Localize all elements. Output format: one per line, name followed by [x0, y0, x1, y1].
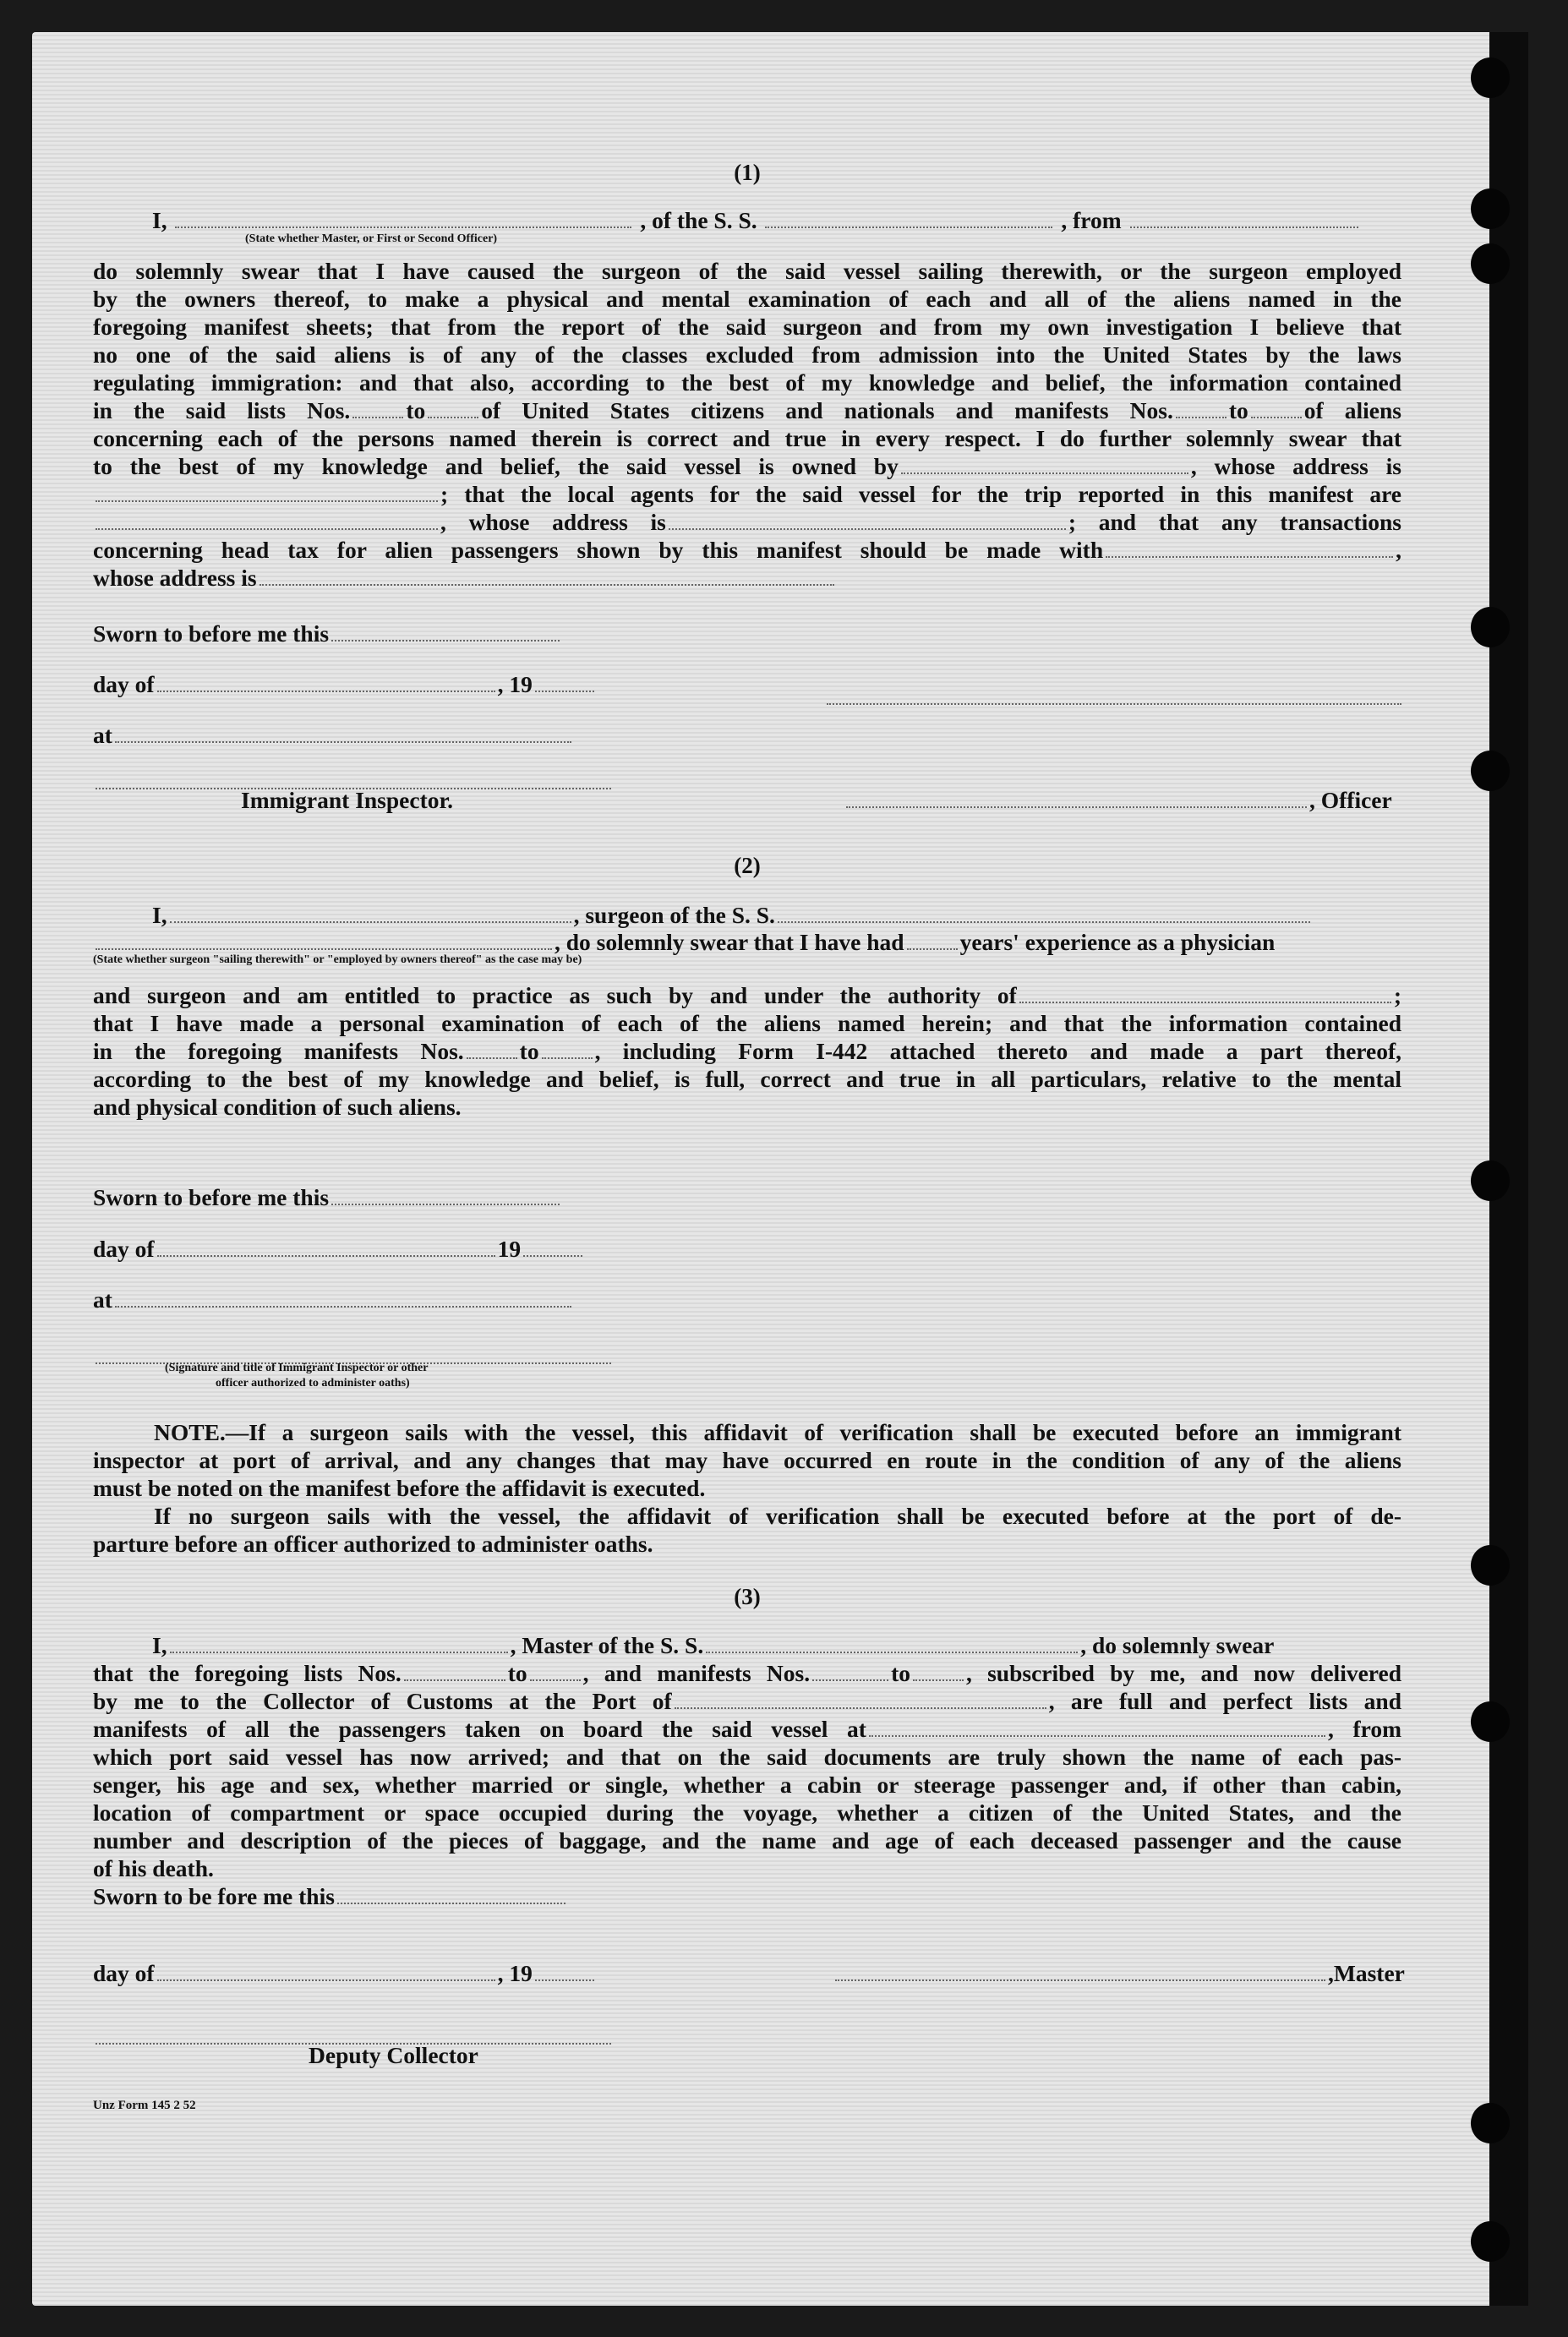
- lists-line: in the said lists Nos. to of United States citizens and nationals and manifests Nos. to of aliens: [93, 397, 1401, 423]
- section-3-number: (3): [734, 1584, 761, 1609]
- from-port-field[interactable]: [1130, 226, 1358, 228]
- day-line-1: day of , 19: [93, 670, 597, 698]
- manifest-from-field-2[interactable]: [467, 1057, 517, 1059]
- section-3-intro: I, , Master of the S. S. , do solemnly swear: [152, 1632, 1275, 1658]
- manifest-from-field-3[interactable]: [812, 1679, 888, 1681]
- officer-name-field[interactable]: [175, 226, 631, 228]
- section-2-swear: , do solemnly swear that I have had years' experience as a physician: [93, 928, 1275, 956]
- punch-hole-icon: [1471, 2103, 1510, 2143]
- signature-field-1[interactable]: [827, 702, 1401, 705]
- day-field-2[interactable]: [157, 1254, 495, 1257]
- punch-hole-icon: [1471, 2221, 1510, 2262]
- master-vessel-field[interactable]: [706, 1651, 1078, 1653]
- master-signature-field[interactable]: [835, 1979, 1325, 1981]
- years-field[interactable]: [907, 947, 958, 950]
- manifest-to-field-3[interactable]: [913, 1679, 964, 1681]
- owner-field[interactable]: [901, 472, 1188, 474]
- punch-hole-icon: [1471, 57, 1510, 98]
- day-line-2: day of 19: [93, 1235, 585, 1263]
- lists-line-3: that the foregoing lists Nos. to , and manifests Nos. to , subscribed by me, and now delivered: [93, 1660, 1401, 1686]
- section-1-intro: I, , of the S. S. , from: [93, 206, 1361, 234]
- deputy-label: Deputy Collector: [309, 2042, 478, 2068]
- sworn-date-field-2[interactable]: [331, 1203, 560, 1205]
- section-1-paragraph: do solemnly swear that I have caused the surgeon of the said vessel sailing therewith, or the surgeon employed by the owners thereof, to make a physical and mental examination of each and all of the aliens named in the foregoing manifest sheets; that from the report of the said surgeon and from my own investigation I believe that no one of the said aliens is of any of the classes excluded from admission into the United States by the laws regulating immigration: and that also, according to the best of my knowledge and belief, the information contained in the said lists Nos. to of United States citizens and nationals and manifests Nos. to of aliens concerning each of the persons named therein is correct and true in every respect. I do further solemnly swear that to the best of my knowledge and belief, the said vessel is owned by , whose address is ; that the local agents for the said vessel for the trip reported in this manifest are , whose address is ; and that any transactions concerning head tax for alien passengers shown by this manifest should be made with , whose address is: [93, 258, 1402, 591]
- sworn-line-2: Sworn to before me this: [93, 1183, 562, 1211]
- punch-hole-icon: [1471, 1160, 1510, 1201]
- master-name-field[interactable]: [170, 1651, 508, 1653]
- punch-hole-icon: [1471, 243, 1510, 284]
- punch-hole-icon: [1471, 1545, 1510, 1586]
- authority-field[interactable]: [1019, 1001, 1391, 1003]
- at-line-2: at: [93, 1286, 574, 1313]
- form-page: [32, 32, 1528, 2306]
- punch-hole-icon: [1471, 188, 1510, 229]
- owner-address-field[interactable]: [96, 500, 438, 502]
- at-field-2[interactable]: [115, 1305, 571, 1308]
- boarding-line: manifests of all the passengers taken on board the said vessel at , from: [93, 1716, 1402, 1742]
- sworn-date-field-3[interactable]: [337, 1902, 565, 1904]
- surgeon-vessel-field[interactable]: [778, 920, 1310, 923]
- headtax-line: concerning head tax for alien passengers shown by this manifest should be made with ,: [93, 537, 1401, 563]
- inspector-label: Immigrant Inspector.: [241, 787, 454, 813]
- list-to-field-3[interactable]: [530, 1679, 581, 1681]
- headtax-party-field[interactable]: [1106, 555, 1393, 558]
- note-block: NOTE.—If a surgeon sails with the vessel, this affidavit of verification shall be executed before an immigrant inspector at port of arrival, and any changes that may have occurred en route in the condition of any of the aliens must be noted on the manifest before the affidavit is executed. If no surgeon sails with the vessel, the affidavit of verification shall be executed before at the port of de- parture before an officer authorized to administer oaths.: [93, 1419, 1401, 1557]
- day-field-3[interactable]: [157, 1979, 495, 1981]
- vessel-name-field[interactable]: [765, 226, 1052, 228]
- authority-line: and surgeon and am entitled to practice as such by and under the authority of ;: [93, 982, 1401, 1008]
- year-field-1[interactable]: [535, 690, 594, 692]
- section-1-number: (1): [734, 160, 761, 185]
- agents-line: ; that the local agents for the said vessel for the trip reported in this manifest are: [93, 480, 1401, 508]
- officer-signature-field[interactable]: [846, 805, 1307, 808]
- at-field-1[interactable]: [115, 740, 571, 743]
- port-field[interactable]: [675, 1706, 1046, 1709]
- sworn-line-1: Sworn to before me this: [93, 620, 562, 647]
- at-line-1: at: [93, 721, 574, 749]
- list-from-field-3[interactable]: [404, 1679, 505, 1681]
- year-field-3[interactable]: [535, 1979, 594, 1981]
- address-line: , whose address is ; and that any transactions: [93, 508, 1401, 536]
- section-3-paragraph: that the foregoing lists Nos. to , and manifests Nos. to , subscribed by me, and now delivered by me to the Collector of Customs at the Port of , are full and perfect lists and manifests of all the passengers taken on board the said vessel at , from which port said vessel has now arrived; and that on the said documents are truly shown the name of each pas- senger, his age and sex, whether married or single, whether a cabin or steerage passenger and, if other than cabin, location of compartment or space occupied during the voyage, whether a citizen of the United States, and the number and description of the pieces of baggage, and the name and age of each deceased passenger and the cause of his death. Sworn to be fore me this: [93, 1660, 1402, 1909]
- section-2-intro: I, , surgeon of the S. S.: [93, 901, 1313, 929]
- section-2-number: (2): [734, 853, 761, 878]
- section-2-paragraph: and surgeon and am entitled to practice as such by and under the authority of ; that I have made a personal examination of each of the aliens named herein; and that the information contained in the foregoing manifests Nos. to , including Form I-442 attached thereto and made a part thereof, according to the best of my knowledge and belief, is full, correct and true in all particulars, relative to the mental and physical condition of such aliens.: [93, 982, 1401, 1120]
- surgeon-name-field[interactable]: [170, 920, 571, 923]
- headtax-address-field[interactable]: [260, 583, 834, 586]
- list-from-field[interactable]: [352, 416, 403, 418]
- manifests-line-2: in the foregoing manifests Nos. to , including Form I-442 attached thereto and made a part thereof,: [93, 1038, 1401, 1064]
- surgeon-note: (State whether surgeon "sailing therewith" or "employed by owners thereof" as the case may be): [93, 953, 582, 966]
- sworn-line-3: Sworn to be fore me this: [93, 1882, 1401, 1910]
- day-field-1[interactable]: [157, 690, 495, 692]
- day-line-3: day of , 19: [93, 1959, 597, 1987]
- punch-hole-icon: [1471, 751, 1510, 791]
- manifest-to-field[interactable]: [1251, 416, 1302, 418]
- officer-note: (State whether Master, or First or Second Officer): [245, 232, 498, 245]
- manifest-to-field-2[interactable]: [542, 1057, 593, 1059]
- collector-line: by me to the Collector of Customs at the Port of , are full and perfect lists and: [93, 1688, 1401, 1714]
- sig-note-2: officer authorized to administer oaths): [216, 1377, 410, 1390]
- manifest-from-field[interactable]: [1176, 416, 1227, 418]
- list-to-field[interactable]: [428, 416, 478, 418]
- year-field-2[interactable]: [523, 1254, 582, 1257]
- agents-field[interactable]: [96, 527, 438, 530]
- punch-hole-icon: [1471, 1701, 1510, 1742]
- sig-note-1: (Signature and title of Immigrant Inspector or other: [165, 1362, 429, 1374]
- owned-line: to the best of my knowledge and belief, the said vessel is owned by , whose address is: [93, 453, 1402, 479]
- surgeon-status-field[interactable]: [96, 947, 552, 950]
- officer-label: , Officer: [1309, 787, 1392, 813]
- master-label: ,Master: [1328, 1960, 1405, 1986]
- agents-address-field[interactable]: [669, 527, 1066, 530]
- punch-hole-icon: [1471, 607, 1510, 647]
- boarding-port-field[interactable]: [869, 1734, 1325, 1737]
- form-number: Unz Form 145 2 52: [93, 2099, 196, 2112]
- sworn-date-field-1[interactable]: [331, 639, 560, 642]
- whose-address-line: whose address is: [93, 564, 1401, 592]
